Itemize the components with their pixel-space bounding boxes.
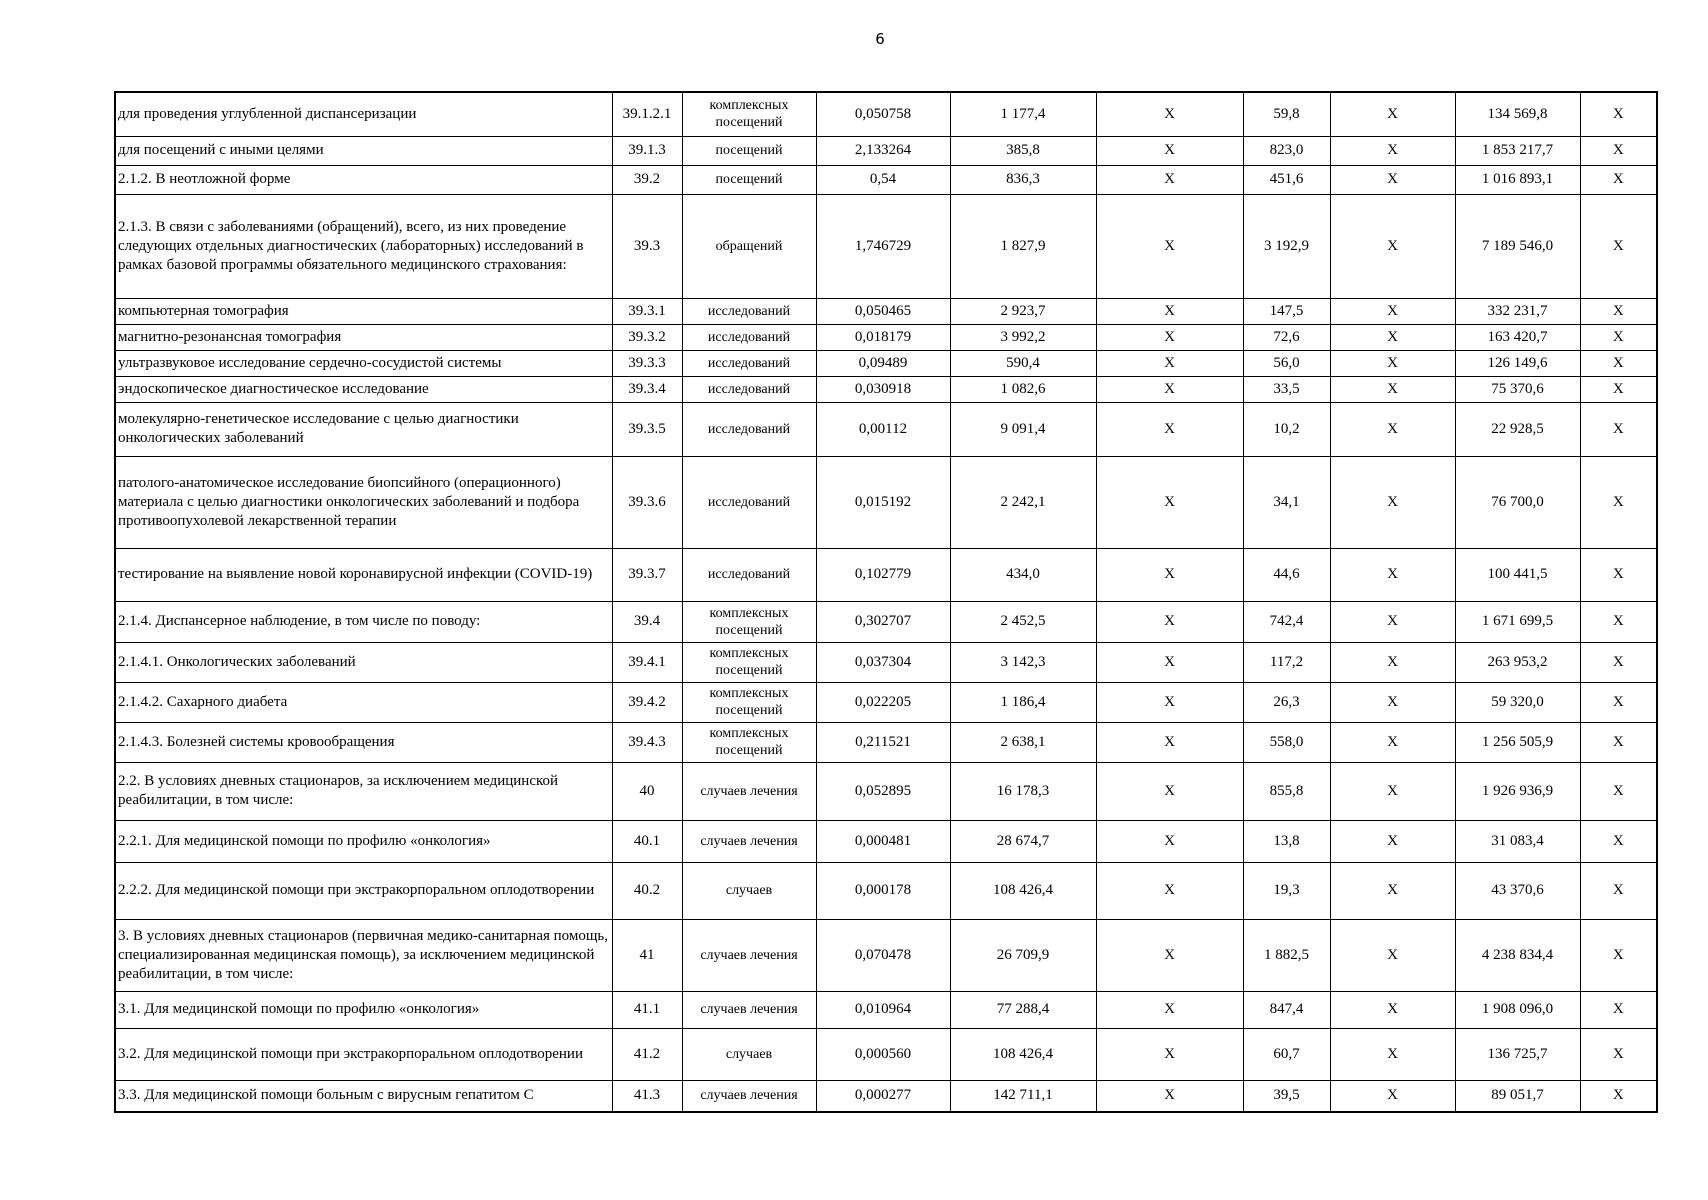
row-norm: 0,00112 [816,402,950,456]
row-col7: 847,4 [1243,991,1330,1028]
row-cost: 2 923,7 [950,298,1096,324]
row-norm: 0,000178 [816,862,950,919]
row-col9: 75 370,6 [1455,376,1580,402]
table-row [115,1028,1657,1080]
row-col8: X [1330,456,1455,548]
row-unit: комплексных посещений [682,682,816,722]
row-col6: X [1096,194,1243,298]
row-col10: X [1580,92,1657,136]
row-code: 39.3.2 [612,324,682,350]
row-col6: X [1096,820,1243,862]
row-col8: X [1330,642,1455,682]
row-col6: X [1096,1028,1243,1080]
row-name: молекулярно-генетическое исследование с целью диагностики онкологических заболеваний [115,402,612,456]
table-row [115,165,1657,194]
row-unit: случаев лечения [682,1080,816,1112]
row-col10: X [1580,820,1657,862]
row-name: эндоскопическое диагностическое исследование [115,376,612,402]
row-col7: 10,2 [1243,402,1330,456]
row-unit: исследований [682,324,816,350]
row-code: 39.2 [612,165,682,194]
row-code: 39.3.3 [612,350,682,376]
row-code: 41.2 [612,1028,682,1080]
row-name: магнитно-резонансная томография [115,324,612,350]
row-col8: X [1330,324,1455,350]
row-col6: X [1096,991,1243,1028]
table-row [115,722,1657,762]
row-col6: X [1096,601,1243,642]
row-code: 39.4.1 [612,642,682,682]
row-col7: 59,8 [1243,92,1330,136]
row-name: 3.2. Для медицинской помощи при экстракорпоральном оплодотворении [115,1028,612,1080]
row-col9: 1 671 699,5 [1455,601,1580,642]
row-col8: X [1330,1080,1455,1112]
row-col6: X [1096,642,1243,682]
row-cost: 3 992,2 [950,324,1096,350]
table-row [115,762,1657,820]
row-code: 40.1 [612,820,682,862]
row-unit: исследований [682,298,816,324]
row-col7: 39,5 [1243,1080,1330,1112]
row-cost: 434,0 [950,548,1096,601]
row-col9: 1 256 505,9 [1455,722,1580,762]
row-col10: X [1580,324,1657,350]
row-norm: 0,037304 [816,642,950,682]
row-col6: X [1096,722,1243,762]
row-col8: X [1330,820,1455,862]
row-norm: 0,000560 [816,1028,950,1080]
row-code: 39.3.1 [612,298,682,324]
row-col9: 31 083,4 [1455,820,1580,862]
row-cost: 1 177,4 [950,92,1096,136]
row-norm: 1,746729 [816,194,950,298]
table-row [115,862,1657,919]
row-norm: 0,102779 [816,548,950,601]
row-code: 39.3.5 [612,402,682,456]
row-col6: X [1096,548,1243,601]
table-row [115,298,1657,324]
row-name: ультразвуковое исследование сердечно-сосудистой системы [115,350,612,376]
row-unit: исследований [682,402,816,456]
row-col7: 823,0 [1243,136,1330,165]
row-norm: 2,133264 [816,136,950,165]
row-unit: комплексных посещений [682,92,816,136]
row-code: 40 [612,762,682,820]
row-col7: 33,5 [1243,376,1330,402]
row-col10: X [1580,298,1657,324]
row-norm: 0,030918 [816,376,950,402]
row-col10: X [1580,376,1657,402]
row-col7: 451,6 [1243,165,1330,194]
row-code: 39.3.4 [612,376,682,402]
row-norm: 0,052895 [816,762,950,820]
row-col10: X [1580,682,1657,722]
row-col7: 72,6 [1243,324,1330,350]
row-name: 3. В условиях дневных стационаров (первичная медико-санитарная помощь, специализированная медицинская помощь), за исключением медицинской реабилитации, в том числе: [115,919,612,991]
row-col10: X [1580,762,1657,820]
row-cost: 16 178,3 [950,762,1096,820]
row-col9: 134 569,8 [1455,92,1580,136]
row-col10: X [1580,1080,1657,1112]
row-norm: 0,050758 [816,92,950,136]
row-code: 39.1.3 [612,136,682,165]
row-name: компьютерная томография [115,298,612,324]
row-cost: 108 426,4 [950,862,1096,919]
row-unit: посещений [682,165,816,194]
row-unit: исследований [682,456,816,548]
row-col7: 44,6 [1243,548,1330,601]
row-col7: 56,0 [1243,350,1330,376]
row-col7: 60,7 [1243,1028,1330,1080]
row-name: 2.1.4. Диспансерное наблюдение, в том числе по поводу: [115,601,612,642]
row-col10: X [1580,991,1657,1028]
row-cost: 2 242,1 [950,456,1096,548]
row-unit: случаев лечения [682,991,816,1028]
row-code: 39.4.2 [612,682,682,722]
table-row [115,991,1657,1028]
row-name: 2.1.3. В связи с заболеваниями (обращений), всего, из них проведение следующих отдельных диагностических (лабораторных) исследований в рамках базовой программы обязательного медицинского страхования: [115,194,612,298]
row-col7: 19,3 [1243,862,1330,919]
row-unit: посещений [682,136,816,165]
row-col10: X [1580,722,1657,762]
row-cost: 1 827,9 [950,194,1096,298]
row-unit: комплексных посещений [682,642,816,682]
row-col10: X [1580,1028,1657,1080]
row-col10: X [1580,642,1657,682]
table-row [115,376,1657,402]
row-col10: X [1580,136,1657,165]
row-col6: X [1096,324,1243,350]
row-col8: X [1330,298,1455,324]
row-name: тестирование на выявление новой коронавирусной инфекции (COVID-19) [115,548,612,601]
row-col8: X [1330,136,1455,165]
row-col10: X [1580,350,1657,376]
row-cost: 2 638,1 [950,722,1096,762]
row-norm: 0,54 [816,165,950,194]
row-col9: 136 725,7 [1455,1028,1580,1080]
table-row [115,456,1657,548]
row-col6: X [1096,456,1243,548]
table-row [115,919,1657,991]
row-col9: 7 189 546,0 [1455,194,1580,298]
table-row [115,136,1657,165]
row-col7: 558,0 [1243,722,1330,762]
row-cost: 590,4 [950,350,1096,376]
row-col8: X [1330,350,1455,376]
row-code: 41.1 [612,991,682,1028]
row-col6: X [1096,402,1243,456]
row-cost: 26 709,9 [950,919,1096,991]
row-unit: случаев лечения [682,919,816,991]
row-cost: 142 711,1 [950,1080,1096,1112]
row-norm: 0,070478 [816,919,950,991]
row-col6: X [1096,298,1243,324]
row-col9: 163 420,7 [1455,324,1580,350]
table-row [115,601,1657,642]
row-col9: 1 853 217,7 [1455,136,1580,165]
row-unit: случаев [682,862,816,919]
row-norm: 0,211521 [816,722,950,762]
row-code: 39.3.6 [612,456,682,548]
table-row [115,350,1657,376]
row-cost: 9 091,4 [950,402,1096,456]
row-unit: случаев лечения [682,820,816,862]
row-unit: случаев [682,1028,816,1080]
row-cost: 77 288,4 [950,991,1096,1028]
row-col8: X [1330,991,1455,1028]
row-col8: X [1330,92,1455,136]
row-code: 40.2 [612,862,682,919]
row-col9: 1 016 893,1 [1455,165,1580,194]
row-col9: 43 370,6 [1455,862,1580,919]
row-col10: X [1580,402,1657,456]
table-row [115,642,1657,682]
row-name: 2.1.4.2. Сахарного диабета [115,682,612,722]
row-name: для проведения углубленной диспансеризации [115,92,612,136]
row-code: 39.3.7 [612,548,682,601]
row-col6: X [1096,762,1243,820]
row-cost: 385,8 [950,136,1096,165]
row-col7: 13,8 [1243,820,1330,862]
row-cost: 2 452,5 [950,601,1096,642]
row-col8: X [1330,919,1455,991]
row-col6: X [1096,682,1243,722]
row-code: 41 [612,919,682,991]
table-row [115,1080,1657,1112]
row-col6: X [1096,165,1243,194]
program-table [114,91,1658,1113]
row-col6: X [1096,862,1243,919]
row-unit: исследований [682,350,816,376]
row-cost: 3 142,3 [950,642,1096,682]
row-col7: 147,5 [1243,298,1330,324]
row-norm: 0,010964 [816,991,950,1028]
row-col10: X [1580,548,1657,601]
row-name: 2.2.2. Для медицинской помощи при экстракорпоральном оплодотворении [115,862,612,919]
row-unit: комплексных посещений [682,722,816,762]
row-col6: X [1096,1080,1243,1112]
row-code: 39.3 [612,194,682,298]
row-col10: X [1580,919,1657,991]
table-row [115,548,1657,601]
row-col8: X [1330,194,1455,298]
row-code: 41.3 [612,1080,682,1112]
row-norm: 0,302707 [816,601,950,642]
table-row [115,92,1657,136]
row-col7: 3 192,9 [1243,194,1330,298]
row-col7: 34,1 [1243,456,1330,548]
row-col7: 1 882,5 [1243,919,1330,991]
row-col7: 26,3 [1243,682,1330,722]
row-col6: X [1096,136,1243,165]
row-cost: 28 674,7 [950,820,1096,862]
table-row [115,194,1657,298]
row-col6: X [1096,350,1243,376]
table-row [115,324,1657,350]
row-cost: 1 186,4 [950,682,1096,722]
row-col8: X [1330,376,1455,402]
row-col8: X [1330,862,1455,919]
row-code: 39.1.2.1 [612,92,682,136]
row-col8: X [1330,762,1455,820]
row-col6: X [1096,92,1243,136]
row-norm: 0,09489 [816,350,950,376]
row-col10: X [1580,456,1657,548]
row-col9: 263 953,2 [1455,642,1580,682]
row-name: 2.1.4.1. Онкологических заболеваний [115,642,612,682]
row-col9: 1 908 096,0 [1455,991,1580,1028]
row-col7: 117,2 [1243,642,1330,682]
row-unit: исследований [682,548,816,601]
row-col10: X [1580,165,1657,194]
row-norm: 0,015192 [816,456,950,548]
row-col6: X [1096,919,1243,991]
row-col9: 126 149,6 [1455,350,1580,376]
row-col8: X [1330,601,1455,642]
row-norm: 0,018179 [816,324,950,350]
row-norm: 0,022205 [816,682,950,722]
row-col8: X [1330,1028,1455,1080]
row-unit: комплексных посещений [682,601,816,642]
row-unit: обращений [682,194,816,298]
row-norm: 0,000481 [816,820,950,862]
row-cost: 108 426,4 [950,1028,1096,1080]
row-col9: 4 238 834,4 [1455,919,1580,991]
row-col8: X [1330,722,1455,762]
row-col7: 742,4 [1243,601,1330,642]
row-norm: 0,000277 [816,1080,950,1112]
row-code: 39.4.3 [612,722,682,762]
row-col9: 76 700,0 [1455,456,1580,548]
row-name: 2.1.4.3. Болезней системы кровообращения [115,722,612,762]
row-col10: X [1580,862,1657,919]
row-unit: исследований [682,376,816,402]
row-code: 39.4 [612,601,682,642]
page-number: 6 [875,30,885,48]
row-name: 3.1. Для медицинской помощи по профилю «онкология» [115,991,612,1028]
row-col8: X [1330,682,1455,722]
row-col9: 1 926 936,9 [1455,762,1580,820]
row-col10: X [1580,194,1657,298]
table-body [115,92,1657,1112]
row-unit: случаев лечения [682,762,816,820]
row-cost: 836,3 [950,165,1096,194]
table-row [115,402,1657,456]
table-row [115,820,1657,862]
row-col9: 332 231,7 [1455,298,1580,324]
row-name: для посещений с иными целями [115,136,612,165]
row-col9: 100 441,5 [1455,548,1580,601]
row-name: 2.1.2. В неотложной форме [115,165,612,194]
row-col8: X [1330,165,1455,194]
row-col7: 855,8 [1243,762,1330,820]
row-col10: X [1580,601,1657,642]
row-col8: X [1330,548,1455,601]
table-row [115,682,1657,722]
row-name: патолого-анатомическое исследование биопсийного (операционного) материала с целью диагностики онкологических заболеваний и подбора противоопухолевой лекарственной терапии [115,456,612,548]
row-cost: 1 082,6 [950,376,1096,402]
row-norm: 0,050465 [816,298,950,324]
row-col8: X [1330,402,1455,456]
row-col9: 89 051,7 [1455,1080,1580,1112]
row-name: 2.2. В условиях дневных стационаров, за исключением медицинской реабилитации, в том числе: [115,762,612,820]
row-col6: X [1096,376,1243,402]
row-name: 3.3. Для медицинской помощи больным с вирусным гепатитом С [115,1080,612,1112]
row-col9: 22 928,5 [1455,402,1580,456]
row-name: 2.2.1. Для медицинской помощи по профилю «онкология» [115,820,612,862]
row-col9: 59 320,0 [1455,682,1580,722]
